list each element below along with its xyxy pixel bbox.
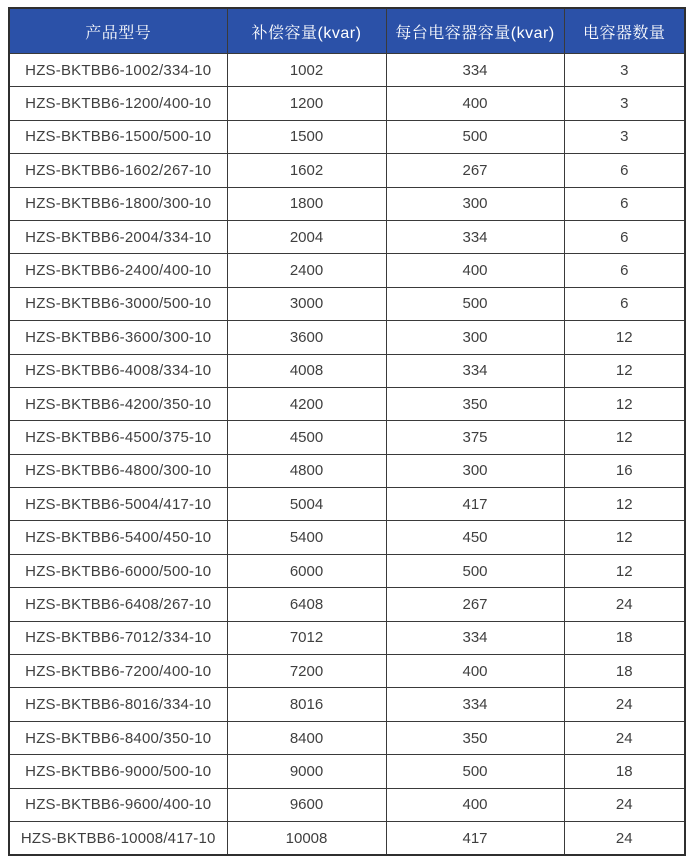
capacitor-count-cell: 24 [564,588,685,621]
compensation-capacity-cell: 10008 [227,821,386,855]
compensation-capacity-cell: 6408 [227,588,386,621]
table-row [9,387,685,420]
product-model-cell: HZS-BKTBB6-6408/267-10 [9,588,227,621]
capacitor-count-cell: 12 [564,387,685,420]
table-row [9,688,685,721]
compensation-capacity-cell: 9600 [227,788,386,821]
compensation-capacity-cell: 5400 [227,521,386,554]
capacitor-unit-capacity-cell: 500 [386,755,564,788]
product-model-cell: HZS-BKTBB6-4800/300-10 [9,454,227,487]
capacitor-count-cell: 12 [564,421,685,454]
col-header-compensation-capacity: 补偿容量(kvar) [227,8,386,54]
table-row [9,655,685,688]
capacitor-count-cell: 3 [564,120,685,153]
compensation-capacity-cell: 2400 [227,254,386,287]
product-model-cell: HZS-BKTBB6-7012/334-10 [9,621,227,654]
product-model-cell: HZS-BKTBB6-4500/375-10 [9,421,227,454]
table-row [9,321,685,354]
product-model-cell: HZS-BKTBB6-9600/400-10 [9,788,227,821]
capacitor-spec-table [8,7,686,856]
product-model-cell: HZS-BKTBB6-2004/334-10 [9,220,227,253]
table-row [9,187,685,220]
compensation-capacity-cell: 4800 [227,454,386,487]
product-model-cell: HZS-BKTBB6-3600/300-10 [9,321,227,354]
compensation-capacity-cell: 4500 [227,421,386,454]
capacitor-unit-capacity-cell: 500 [386,120,564,153]
compensation-capacity-cell: 5004 [227,488,386,521]
capacitor-count-cell: 3 [564,54,685,87]
capacitor-unit-capacity-cell: 300 [386,321,564,354]
capacitor-unit-capacity-cell: 334 [386,354,564,387]
product-model-cell: HZS-BKTBB6-2400/400-10 [9,254,227,287]
capacitor-count-cell: 12 [564,488,685,521]
capacitor-unit-capacity-cell: 334 [386,621,564,654]
capacitor-count-cell: 24 [564,821,685,855]
product-model-cell: HZS-BKTBB6-5400/450-10 [9,521,227,554]
capacitor-count-cell: 6 [564,287,685,320]
table-row [9,54,685,87]
compensation-capacity-cell: 3000 [227,287,386,320]
product-model-cell: HZS-BKTBB6-4200/350-10 [9,387,227,420]
capacitor-count-cell: 6 [564,154,685,187]
table-row [9,154,685,187]
product-model-cell: HZS-BKTBB6-3000/500-10 [9,287,227,320]
capacitor-unit-capacity-cell: 500 [386,287,564,320]
capacitor-unit-capacity-cell: 400 [386,788,564,821]
table-row [9,788,685,821]
table-row [9,87,685,120]
capacitor-count-cell: 16 [564,454,685,487]
table-row [9,287,685,320]
col-header-product-model: 产品型号 [9,8,227,54]
capacitor-count-cell: 3 [564,87,685,120]
table-row [9,721,685,754]
compensation-capacity-cell: 6000 [227,554,386,587]
col-header-capacitor-unit-capacity: 每台电容器容量(kvar) [386,8,564,54]
table-row [9,120,685,153]
capacitor-count-cell: 24 [564,788,685,821]
product-model-cell: HZS-BKTBB6-8400/350-10 [9,721,227,754]
product-model-cell: HZS-BKTBB6-10008/417-10 [9,821,227,855]
compensation-capacity-cell: 7012 [227,621,386,654]
compensation-capacity-cell: 8400 [227,721,386,754]
capacitor-unit-capacity-cell: 417 [386,821,564,855]
table-row [9,454,685,487]
product-model-cell: HZS-BKTBB6-5004/417-10 [9,488,227,521]
compensation-capacity-cell: 1500 [227,120,386,153]
compensation-capacity-cell: 1200 [227,87,386,120]
table-row [9,621,685,654]
capacitor-count-cell: 18 [564,755,685,788]
table-row [9,821,685,855]
table-row [9,421,685,454]
table-row [9,755,685,788]
capacitor-count-cell: 18 [564,621,685,654]
product-model-cell: HZS-BKTBB6-1500/500-10 [9,120,227,153]
product-model-cell: HZS-BKTBB6-1200/400-10 [9,87,227,120]
capacitor-count-cell: 12 [564,554,685,587]
capacitor-count-cell: 24 [564,721,685,754]
product-model-cell: HZS-BKTBB6-1602/267-10 [9,154,227,187]
compensation-capacity-cell: 8016 [227,688,386,721]
capacitor-unit-capacity-cell: 500 [386,554,564,587]
capacitor-unit-capacity-cell: 267 [386,154,564,187]
capacitor-count-cell: 6 [564,187,685,220]
compensation-capacity-cell: 1800 [227,187,386,220]
table-header [9,8,685,54]
table-row [9,254,685,287]
capacitor-count-cell: 24 [564,688,685,721]
capacitor-unit-capacity-cell: 350 [386,721,564,754]
capacitor-count-cell: 12 [564,354,685,387]
capacitor-unit-capacity-cell: 300 [386,187,564,220]
table-body [9,54,685,856]
table-row [9,554,685,587]
product-model-cell: HZS-BKTBB6-1800/300-10 [9,187,227,220]
table-row [9,521,685,554]
capacitor-count-cell: 12 [564,521,685,554]
compensation-capacity-cell: 1002 [227,54,386,87]
capacitor-unit-capacity-cell: 417 [386,488,564,521]
compensation-capacity-cell: 9000 [227,755,386,788]
compensation-capacity-cell: 7200 [227,655,386,688]
capacitor-unit-capacity-cell: 450 [386,521,564,554]
capacitor-unit-capacity-cell: 375 [386,421,564,454]
capacitor-unit-capacity-cell: 334 [386,54,564,87]
capacitor-unit-capacity-cell: 400 [386,655,564,688]
compensation-capacity-cell: 4200 [227,387,386,420]
capacitor-count-cell: 6 [564,220,685,253]
capacitor-unit-capacity-cell: 267 [386,588,564,621]
capacitor-unit-capacity-cell: 334 [386,220,564,253]
capacitor-count-cell: 18 [564,655,685,688]
product-model-cell: HZS-BKTBB6-6000/500-10 [9,554,227,587]
capacitor-unit-capacity-cell: 334 [386,688,564,721]
product-model-cell: HZS-BKTBB6-1002/334-10 [9,54,227,87]
col-header-capacitor-count: 电容器数量 [564,8,685,54]
table-row [9,588,685,621]
product-model-cell: HZS-BKTBB6-8016/334-10 [9,688,227,721]
product-model-cell: HZS-BKTBB6-4008/334-10 [9,354,227,387]
capacitor-unit-capacity-cell: 400 [386,254,564,287]
capacitor-unit-capacity-cell: 300 [386,454,564,487]
capacitor-unit-capacity-cell: 400 [386,87,564,120]
product-model-cell: HZS-BKTBB6-9000/500-10 [9,755,227,788]
table-row [9,220,685,253]
table-row [9,488,685,521]
header-row [9,8,685,54]
capacitor-count-cell: 12 [564,321,685,354]
compensation-capacity-cell: 4008 [227,354,386,387]
compensation-capacity-cell: 3600 [227,321,386,354]
compensation-capacity-cell: 2004 [227,220,386,253]
capacitor-count-cell: 6 [564,254,685,287]
table-row [9,354,685,387]
product-model-cell: HZS-BKTBB6-7200/400-10 [9,655,227,688]
compensation-capacity-cell: 1602 [227,154,386,187]
capacitor-unit-capacity-cell: 350 [386,387,564,420]
